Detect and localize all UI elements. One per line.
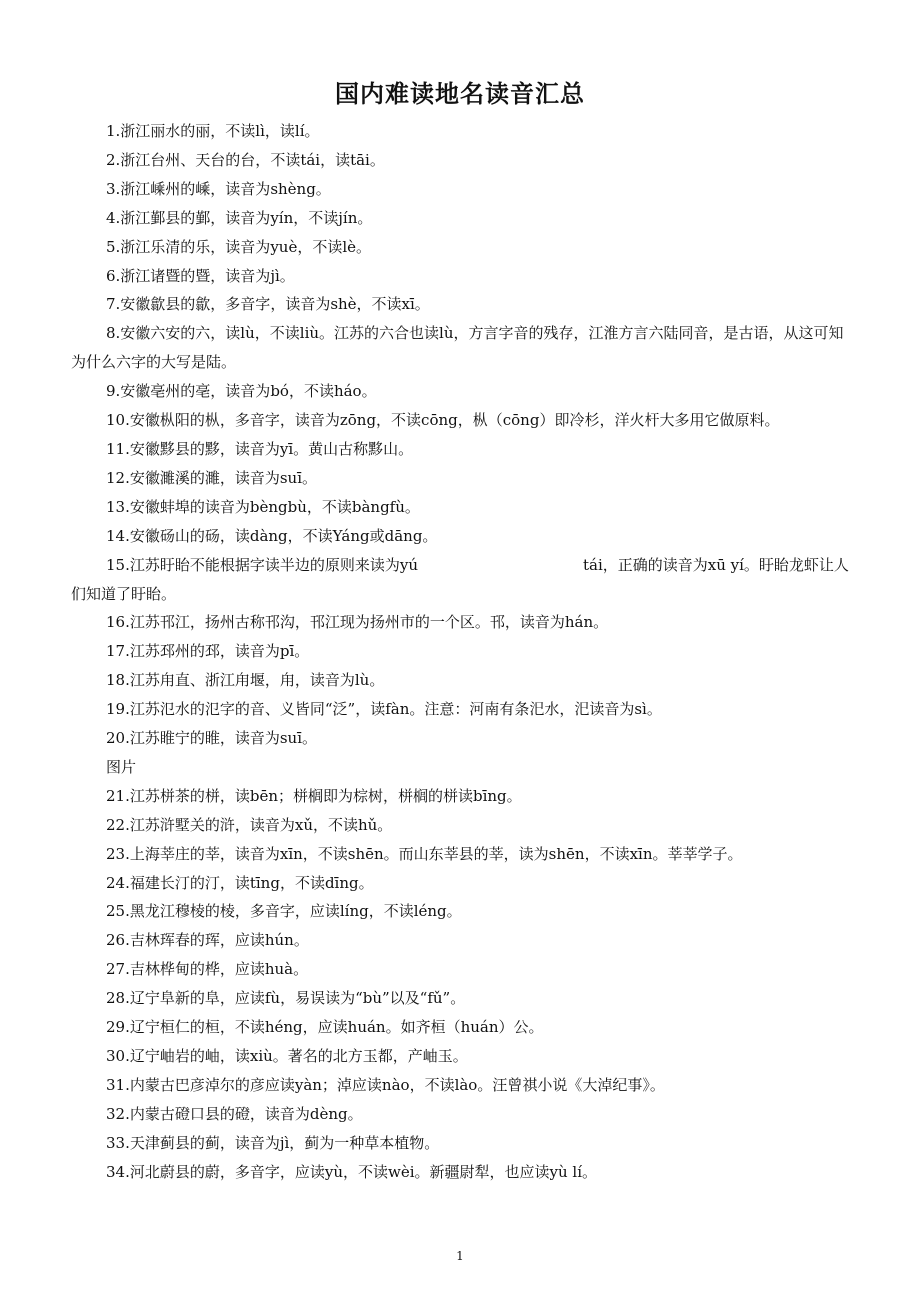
paragraph: 4.浙江鄞县的鄞，读音为yín，不读jín。 [106, 208, 373, 227]
paragraph: 30.辽宁岫岩的岫，读xiù。著名的北方玉都，产岫玉。 [106, 1047, 468, 1065]
paragraph: 24.福建长汀的汀，读tīng，不读dīng。 [106, 873, 374, 892]
paragraph: 15.江苏盱眙不能根据字读半边的原则来读为yú tái，正确的读音为xū yí。盱眙龙虾让人们知道了盱眙。 [71, 555, 849, 603]
paragraph: 5.浙江乐清的乐，读音为yuè，不读lè。 [106, 237, 371, 256]
paragraph: 10.安徽枞阳的枞，多音字，读音为zōng，不读cōng，枞（cōng）即冷杉，洋火杆大多用它做原料。 [106, 411, 780, 430]
paragraph: 13.安徽蚌埠的读音为bèngbù，不读bàngfù。 [106, 497, 420, 516]
paragraph: 17.江苏邳州的邳，读音为pī。 [106, 642, 310, 661]
paragraph: 20.江苏睢宁的睢，读音为suī。 [106, 729, 318, 748]
page-number: 1 [456, 1249, 464, 1263]
paragraph: 28.辽宁阜新的阜，应读fù，易误读为“bù”以及“fǔ”。 [106, 989, 466, 1008]
document-body [71, 117, 851, 1187]
paragraph: 27.吉林桦甸的桦，应读huà。 [106, 960, 309, 979]
paragraph: 18.江苏甪直、浙江甪堰，甪，读音为lù。 [106, 671, 385, 690]
paragraph: 2.浙江台州、天台的台，不读tái，读tāi。 [106, 150, 385, 169]
paragraph: 33.天津蓟县的蓟，读音为jì，蓟为一种草本植物。 [106, 1133, 440, 1152]
paragraph: 12.安徽濉溪的濉，读音为suī。 [106, 468, 318, 487]
paragraph: 14.安徽砀山的砀，读dàng，不读Yáng或dāng。 [106, 526, 438, 545]
paragraph: 7.安徽歙县的歙，多音字，读音为shè，不读xī。 [106, 295, 430, 314]
paragraph: 29.辽宁桓仁的桓，不读héng，应读huán。如齐桓（huán）公。 [106, 1018, 544, 1037]
paragraph: 11.安徽黟县的黟，读音为yī。黄山古称黟山。 [106, 439, 414, 458]
paragraph: 1.浙江丽水的丽，不读lì，读lí。 [106, 122, 320, 140]
paragraph: 9.安徽亳州的亳，读音为bó，不读háo。 [106, 382, 377, 401]
paragraph: 8.安徽六安的六，读lù，不读liù。江苏的六合也读lù，方言字音的残存，江淮方言六陆同音，是古语，从这可知为什么六字的大写是陆。 [71, 324, 844, 372]
paragraph: 34.河北蔚县的蔚，多音字，应读yù，不读wèi。新疆尉犁，也应读yù lí。 [106, 1162, 598, 1181]
paragraph: 31.内蒙古巴彦淖尔的彦应读yàn；淖应读nào，不读lào。汪曾祺小说《大淖纪事》。 [106, 1075, 665, 1094]
document-title: 国内难读地名读音汇总 [335, 80, 585, 108]
paragraph: 23.上海莘庄的莘，读音为xīn，不读shēn。而山东莘县的莘，读为shēn，不读xīn。莘莘学子。 [106, 844, 743, 863]
paragraph: 19.江苏氾水的氾字的音、义皆同“泛”，读fàn。注意：河南有条汜水，汜读音为sì。 [106, 700, 662, 719]
paragraph: 16.江苏邗江，扬州古称邗沟，邗江现为扬州市的一个区。邗，读音为hán。 [106, 613, 609, 632]
image-placeholder-text: 图片 [106, 757, 137, 776]
paragraph: 26.吉林珲春的珲，应读hún。 [106, 931, 309, 950]
paragraph: 25.黑龙江穆棱的棱，多音字，应读líng，不读léng。 [106, 902, 462, 921]
paragraph: 21.江苏栟茶的栟，读bēn；栟榈即为棕树，栟榈的栟读bīng。 [106, 786, 522, 805]
paragraph: 22.江苏浒墅关的浒，读音为xǔ，不读hǔ。 [106, 815, 393, 834]
paragraph: 3.浙江嵊州的嵊，读音为shèng。 [106, 179, 331, 198]
paragraph: 6.浙江诸暨的暨，读音为jì。 [106, 266, 295, 285]
paragraph: 32.内蒙古磴口县的磴，读音为dèng。 [106, 1104, 363, 1123]
